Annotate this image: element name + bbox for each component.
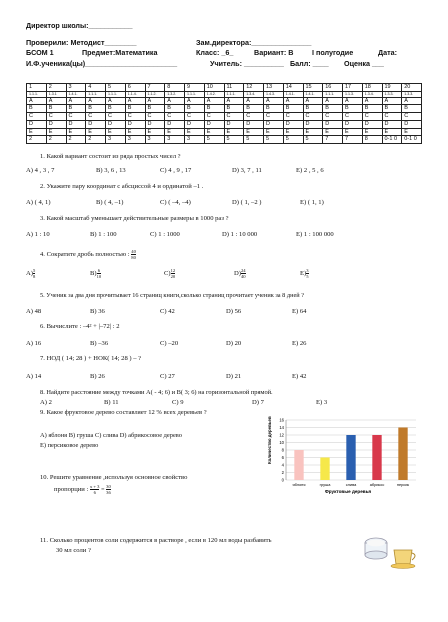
grid-cell[interactable]: B: [86, 105, 106, 113]
chart-bar: [320, 458, 329, 481]
q3-option-d[interactable]: D) 1 : 10 000: [222, 231, 258, 238]
grid-cell[interactable]: D: [66, 120, 86, 128]
grid-cell[interactable]: E: [46, 128, 66, 136]
q1-option-b[interactable]: B) 3, 6 , 13: [96, 167, 126, 174]
question-10: 10. Решите уравнение ,используя основное свойство: [40, 474, 188, 481]
grid-cell: 13: [264, 84, 284, 92]
grid-cell[interactable]: E: [145, 128, 165, 136]
grid-cell: 1.1.3.: [343, 91, 363, 97]
q8-option-d[interactable]: D) 7: [252, 399, 264, 406]
grid-cell: 8: [165, 84, 185, 92]
chart-x-tick: яблоня: [292, 482, 306, 487]
grid-cell[interactable]: A: [86, 97, 106, 105]
student-name-line: И.Ф.ученика(цы)_______________________: [26, 59, 178, 68]
grid-cell[interactable]: A: [303, 97, 323, 105]
grid-answer-row: [27, 128, 422, 136]
grade-line: Оценка ___: [344, 59, 384, 68]
grid-cell[interactable]: E: [86, 128, 106, 136]
chart-y-tick: 10: [279, 440, 284, 445]
grid-cell[interactable]: D: [323, 120, 343, 128]
grid-cell[interactable]: E: [125, 128, 145, 136]
q2-option-a[interactable]: A) ( 4, 1): [26, 199, 51, 206]
q8-option-e[interactable]: E) 3: [316, 399, 328, 406]
chart-y-tick: 4: [281, 462, 284, 468]
grid-cell: 1.4.1.: [303, 91, 323, 97]
chart-x-tick: груша: [319, 482, 331, 487]
chart-y-tick: 0: [281, 477, 284, 483]
grid-cell: 5: [264, 136, 284, 144]
q8-option-b[interactable]: B) 11: [104, 399, 119, 406]
grid-cell: 1.1.1.: [106, 91, 126, 97]
q7-option-c[interactable]: C) 27: [160, 373, 175, 380]
chart-y-tick: 6: [281, 455, 284, 460]
grid-cell[interactable]: D: [382, 120, 402, 128]
q3-option-b[interactable]: B) 1 : 100: [90, 231, 117, 238]
grid-cell: 19: [382, 84, 402, 92]
grid-cell[interactable]: B: [283, 105, 303, 113]
grid-cell: 1.3.3.: [402, 91, 422, 97]
grid-cell: 4: [86, 84, 106, 92]
grid-cell[interactable]: D: [27, 120, 47, 128]
grid-cell: 11: [224, 84, 244, 92]
grid-cell[interactable]: C: [323, 113, 343, 121]
grid-cell[interactable]: E: [343, 128, 363, 136]
deputy-line: Зам.директора:_______________: [196, 38, 312, 47]
q5-option-a[interactable]: A) 48: [26, 308, 42, 315]
grid-cell[interactable]: E: [402, 128, 422, 136]
grid-cell[interactable]: C: [224, 113, 244, 121]
fruit-trees-bar-chart: [262, 414, 422, 496]
grid-cell[interactable]: C: [27, 113, 47, 121]
question-6: 6. Вычислите : –4² + |–72| : 2: [40, 323, 120, 330]
subject-label: Предмет:Математика: [82, 48, 158, 57]
q3-option-e[interactable]: E) 1 : 100 000: [296, 231, 334, 238]
grid-cell[interactable]: D: [343, 120, 363, 128]
grid-cell[interactable]: D: [224, 120, 244, 128]
q6-option-d[interactable]: D) 20: [226, 340, 242, 347]
chart-y-tick: 12: [279, 432, 284, 438]
grid-cell[interactable]: A: [402, 97, 422, 105]
grid-cell[interactable]: D: [244, 120, 264, 128]
grid-cell: 7: [145, 84, 165, 92]
question-7: 7. НОД ( 14; 28 ) + НОК( 14; 28 ) – ?: [40, 355, 142, 362]
grid-cell: 3: [165, 136, 185, 144]
teacher-line: Учитель: __________: [210, 59, 284, 68]
grid-cell: 5: [224, 136, 244, 144]
grid-cell[interactable]: A: [46, 97, 66, 105]
q5-option-e[interactable]: E) 64: [292, 308, 307, 315]
q2-option-e[interactable]: E) ( 1, 1): [300, 199, 324, 206]
q1-option-d[interactable]: D) 3, 7 , 11: [232, 167, 262, 174]
grid-cell[interactable]: E: [244, 128, 264, 136]
grid-cell[interactable]: C: [86, 113, 106, 121]
director-line: Директор школы:___________: [26, 21, 133, 30]
chart-x-tick: персик: [396, 482, 410, 487]
grid-answer-row: [27, 113, 422, 121]
question-9: 9. Какое фруктовое дерево составляет 12 % всех деревьев ?: [40, 409, 207, 416]
grid-cell[interactable]: B: [303, 105, 323, 113]
score-line: Балл: ____: [290, 59, 329, 68]
grid-cell[interactable]: B: [244, 105, 264, 113]
grid-cell[interactable]: C: [66, 113, 86, 121]
grid-cell[interactable]: B: [362, 105, 382, 113]
grid-cell[interactable]: A: [382, 97, 402, 105]
q4-fraction: $\frac{40}{80}$: [131, 249, 136, 260]
grid-cell: 0-1 0: [402, 136, 422, 144]
grid-cell: 1.1.1.: [323, 91, 343, 97]
q1-option-c[interactable]: C) 4 , 9 , 17: [160, 167, 192, 174]
grid-cell[interactable]: C: [264, 113, 284, 121]
grid-cell[interactable]: E: [303, 128, 323, 136]
grid-cell: 3: [66, 84, 86, 92]
grid-cell[interactable]: B: [343, 105, 363, 113]
q4-option-c[interactable]: C) $\frac{12}{20}$: [164, 268, 176, 279]
grid-cell[interactable]: D: [46, 120, 66, 128]
grid-cell[interactable]: C: [185, 113, 205, 121]
question-1: 1. Какой вариант состоит из ряда простых чисел ?: [40, 153, 181, 160]
grid-cell[interactable]: E: [224, 128, 244, 136]
grid-cell[interactable]: B: [185, 105, 205, 113]
grid-cell: 10: [204, 84, 224, 92]
grid-cell[interactable]: A: [224, 97, 244, 105]
grid-cell[interactable]: A: [165, 97, 185, 105]
q2-option-d[interactable]: D) ( 1, –2 ): [232, 199, 262, 206]
grid-cell[interactable]: E: [165, 128, 185, 136]
grid-cell[interactable]: E: [283, 128, 303, 136]
grid-cell[interactable]: A: [106, 97, 126, 105]
grid-cell[interactable]: B: [224, 105, 244, 113]
q3-option-a[interactable]: A) 1 : 10: [26, 231, 50, 238]
q7-option-e[interactable]: E) 42: [292, 373, 307, 380]
date-label: Дата:: [378, 48, 398, 57]
grid-cell[interactable]: C: [145, 113, 165, 121]
grid-cell[interactable]: A: [66, 97, 86, 105]
grid-cell[interactable]: E: [382, 128, 402, 136]
grid-cell[interactable]: A: [204, 97, 224, 105]
answer-grid: [26, 83, 422, 144]
grid-cell: 1.3.1: [46, 91, 66, 97]
grid-cell: 1.4.3.: [264, 91, 284, 97]
chart-y-tick: 2: [281, 470, 284, 475]
q5-option-d[interactable]: D) 56: [226, 308, 242, 315]
grid-cell: 1.4.2.: [204, 91, 224, 97]
grid-cell[interactable]: D: [106, 120, 126, 128]
grid-cell: 2: [66, 136, 86, 144]
grid-cell[interactable]: D: [303, 120, 323, 128]
q9-options-line-2[interactable]: E) персиковое дерево: [40, 442, 99, 449]
q6-option-e[interactable]: E) 26: [292, 340, 307, 347]
grid-cell: 5: [204, 136, 224, 144]
grid-cell: 6: [125, 84, 145, 92]
grid-cell: 1.1.4.: [125, 91, 145, 97]
grid-cell: 1.1.1.: [185, 91, 205, 97]
grid-cell: 1.1.1.: [27, 91, 47, 97]
q5-option-b[interactable]: B) 36: [90, 308, 105, 315]
grid-cell[interactable]: D: [362, 120, 382, 128]
grid-cell[interactable]: E: [323, 128, 343, 136]
grid-number-row: [27, 84, 422, 92]
grid-cell[interactable]: B: [382, 105, 402, 113]
q6-option-b[interactable]: B) –36: [90, 340, 109, 347]
grid-cell: 3: [125, 136, 145, 144]
q6-option-a[interactable]: A) 16: [26, 340, 42, 347]
grid-cell[interactable]: A: [323, 97, 343, 105]
center-name: БСОМ 1: [26, 48, 54, 57]
grid-cell[interactable]: E: [264, 128, 284, 136]
grid-cell[interactable]: C: [125, 113, 145, 121]
chart-bar: [346, 435, 355, 480]
chart-x-tick: абрикос: [369, 482, 385, 487]
grid-cell[interactable]: A: [125, 97, 145, 105]
chart-x-tick: слива: [345, 482, 357, 487]
q9-options-line-1[interactable]: A) яблоня B) груша C) слива D) абрикосовое дерево: [40, 432, 182, 439]
grid-cell: 1.3.4.: [362, 91, 382, 97]
chart-y-tick: 16: [279, 417, 284, 423]
grid-cell[interactable]: E: [66, 128, 86, 136]
grid-cell: 1: [27, 84, 47, 92]
grid-cell: 8: [362, 136, 382, 144]
q2-option-b[interactable]: B) ( 4, –1): [96, 199, 124, 206]
chart-y-tick: 14: [279, 425, 284, 430]
question-10-proportion: пропорции : $\frac{x + 3}{6}$ = $\frac{30}{36}$: [54, 484, 111, 495]
grid-cell[interactable]: C: [165, 113, 185, 121]
grid-cell: 5: [283, 136, 303, 144]
question-5: 5. Ученик за два дня прочитывает 16 страниц книги,сколько страниц прочитает ученик за 8 дней ?: [40, 292, 305, 299]
grid-cell[interactable]: D: [204, 120, 224, 128]
grid-cell: 1.1.2.: [145, 91, 165, 97]
grid-cell: 2: [46, 84, 66, 92]
grid-cell[interactable]: C: [204, 113, 224, 121]
grid-cell[interactable]: C: [106, 113, 126, 121]
grid-cell: 16: [323, 84, 343, 92]
q8-option-a[interactable]: A) 2: [40, 399, 52, 406]
grid-cell: 1.1.1.: [224, 91, 244, 97]
grid-cell[interactable]: A: [244, 97, 264, 105]
chart-bar: [372, 435, 381, 480]
q4-option-b[interactable]: B) $\frac{6}{10}$: [90, 268, 102, 279]
grid-cell[interactable]: B: [264, 105, 284, 113]
chart-x-axis-label: Фруктовые деревья: [324, 489, 372, 494]
grid-cell[interactable]: C: [362, 113, 382, 121]
proportion-label: пропорции :: [54, 486, 89, 494]
q8-option-c[interactable]: C) 9: [172, 399, 184, 406]
grid-cell[interactable]: A: [264, 97, 284, 105]
grid-cell[interactable]: E: [27, 128, 47, 136]
grid-cell: 1.4.1.: [66, 91, 86, 97]
grid-cell: 1.3.3.: [382, 91, 402, 97]
grid-answer-row: [27, 120, 422, 128]
grid-cell[interactable]: B: [145, 105, 165, 113]
grid-cell: 7: [343, 136, 363, 144]
grid-cell[interactable]: B: [323, 105, 343, 113]
grid-cell: 5: [106, 84, 126, 92]
grid-cell: 3: [185, 136, 205, 144]
question-8: 8. Найдите расстояние между точками А( - 4; 6) и В( 3; 6) на горизонтальной прямой.: [40, 389, 273, 396]
grid-answer-row: [27, 97, 422, 105]
grid-cell: 15: [303, 84, 323, 92]
grid-cell: 9: [185, 84, 205, 92]
grid-cell[interactable]: D: [165, 120, 185, 128]
grid-cell[interactable]: B: [66, 105, 86, 113]
grid-cell[interactable]: C: [343, 113, 363, 121]
chart-bar: [294, 450, 303, 480]
q7-option-a[interactable]: A) 14: [26, 373, 42, 380]
grid-cell: 5: [244, 136, 264, 144]
grid-cell[interactable]: B: [46, 105, 66, 113]
grid-cell[interactable]: A: [145, 97, 165, 105]
grid-cell[interactable]: C: [46, 113, 66, 121]
grid-answer-row: [27, 105, 422, 113]
variant-label: Вариант: В: [254, 48, 294, 57]
grid-cell[interactable]: C: [244, 113, 264, 121]
grid-cell: 20: [402, 84, 422, 92]
grid-cell[interactable]: D: [125, 120, 145, 128]
grid-cell: 5: [303, 136, 323, 144]
grid-cell: 3: [106, 136, 126, 144]
grid-cell[interactable]: C: [283, 113, 303, 121]
q3-option-c[interactable]: C) 1 : 1000: [150, 231, 180, 238]
q7-option-d[interactable]: D) 21: [226, 373, 242, 380]
grid-cell[interactable]: A: [283, 97, 303, 105]
q7-option-b[interactable]: B) 26: [90, 373, 105, 380]
checked-by-line: Проверили: Методист________: [26, 38, 137, 47]
question-11: 11. Сколько процентов соли содержится в растворе , если в 120 мл воды разбавить: [40, 537, 272, 544]
q5-option-c[interactable]: C) 42: [160, 308, 175, 315]
grid-cell[interactable]: E: [106, 128, 126, 136]
chart-y-axis-label: Количество деревьев: [267, 416, 272, 464]
grid-cell: 1.3.2.: [165, 91, 185, 97]
salt-solution-illustration-icon: [360, 530, 422, 570]
q10-fraction-right: $\frac{30}{36}$: [106, 484, 111, 495]
grid-cell: 2: [46, 136, 66, 144]
grid-cell[interactable]: C: [382, 113, 402, 121]
grid-cell: 2: [86, 136, 106, 144]
grid-cell[interactable]: B: [27, 105, 47, 113]
grid-cell[interactable]: D: [145, 120, 165, 128]
q4-option-d[interactable]: D) $\frac{24}{40}$: [234, 268, 246, 279]
grid-cell[interactable]: A: [362, 97, 382, 105]
question-2: 2. Укажите пару координат с абсциссой 4 и ординатой –1 .: [40, 183, 204, 190]
q2-option-c[interactable]: C) ( –4, –4): [160, 199, 191, 206]
grid-cell[interactable]: B: [204, 105, 224, 113]
grid-cell: 14: [283, 84, 303, 92]
q1-option-a[interactable]: A) 4 , 3 , 7: [26, 167, 55, 174]
grid-cell: 0-1 0: [382, 136, 402, 144]
question-4-text: 4. Сократите дробь полностью :: [40, 251, 130, 259]
grid-cell[interactable]: E: [204, 128, 224, 136]
grid-cell[interactable]: B: [106, 105, 126, 113]
grid-cell[interactable]: D: [185, 120, 205, 128]
grid-cell: 1.4.1.: [283, 91, 303, 97]
class-label: Класс: _6_: [196, 48, 234, 57]
grid-cell[interactable]: D: [86, 120, 106, 128]
q1-option-e[interactable]: E) 2 , 5 , 6: [296, 167, 324, 174]
grid-cell: 1.3.4.: [244, 91, 264, 97]
grid-points-row: [27, 136, 422, 144]
grid-cell: 2: [27, 136, 47, 144]
grid-cell[interactable]: D: [264, 120, 284, 128]
q4-option-a[interactable]: A) $\frac{5}{8}$: [26, 268, 36, 279]
grid-cell[interactable]: A: [343, 97, 363, 105]
q6-option-c[interactable]: C) –20: [160, 340, 179, 347]
grid-cell: 1.1.1.: [86, 91, 106, 97]
grid-cell[interactable]: C: [303, 113, 323, 121]
grid-cell[interactable]: A: [27, 97, 47, 105]
grid-cell[interactable]: B: [125, 105, 145, 113]
question-4: [40, 249, 136, 260]
grid-cell: 17: [343, 84, 363, 92]
q4-option-e[interactable]: E) $\frac{3}{5}$: [300, 268, 309, 279]
grid-cell[interactable]: E: [185, 128, 205, 136]
grid-cell: 3: [145, 136, 165, 144]
grid-cell[interactable]: B: [165, 105, 185, 113]
grid-cell: 7: [323, 136, 343, 144]
chart-y-tick: 8: [281, 447, 284, 453]
q10-fraction-left: $\frac{x + 3}{6}$: [89, 484, 100, 495]
grid-cell[interactable]: A: [185, 97, 205, 105]
half-year-label: I полугодие: [312, 48, 354, 57]
question-11-line-2: 30 мл соли ?: [56, 547, 91, 554]
grid-cell: 18: [362, 84, 382, 92]
chart-bar: [398, 428, 407, 481]
grid-cell[interactable]: B: [402, 105, 422, 113]
grid-cell[interactable]: C: [402, 113, 422, 121]
grid-cell: 12: [244, 84, 264, 92]
grid-cell[interactable]: D: [402, 120, 422, 128]
question-3: 3. Какой масштаб уменьшает действительные размеры в 1000 раз ?: [40, 215, 229, 222]
grid-cell[interactable]: D: [283, 120, 303, 128]
grid-cell[interactable]: E: [362, 128, 382, 136]
